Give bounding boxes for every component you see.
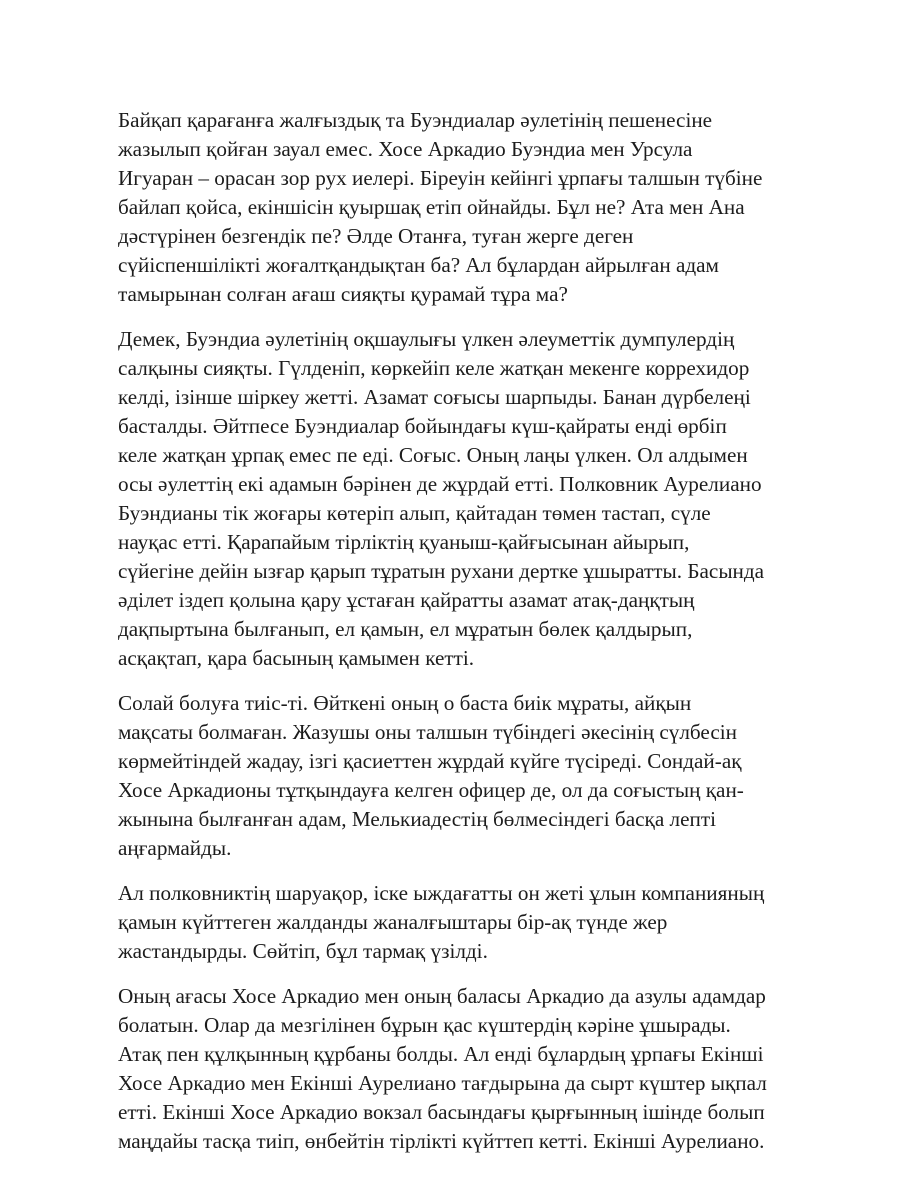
text-line: етті. Екінші Хосе Аркадио вокзал басындағы қырғынның ішінде болып (118, 1100, 765, 1124)
paragraph-2 (118, 325, 808, 673)
text-line: қамын күйттеген жалданды жаналғыштары бір-ақ түнде жер (118, 910, 668, 934)
text-line: Буэндианы тік жоғары көтеріп алып, қайтадан төмен тастап, сүле (118, 501, 711, 525)
text-line: келе жатқан ұрпақ емес пе еді. Соғыс. Оның лаңы үлкен. Ол алдымен (118, 443, 748, 467)
text-line: Солай болуға тиіс-ті. Өйткені оның о баста биік мұраты, айқын (118, 691, 692, 715)
text-line: Ал полковниктің шаруақор, іске ыждағатты он жеті ұлын компанияның (118, 881, 765, 905)
text-line: дақпыртына былғанып, ел қамын, ел мұратын бөлек қалдырып, (118, 617, 693, 641)
text-line: сүйегіне дейін ызғар қарып тұратын рухани дертке ұшыратты. Басында (118, 559, 765, 583)
paragraph-4 (118, 879, 808, 966)
text-line: Хосе Аркадио мен Екінші Аурелиано тағдырына да сырт күштер ықпал (118, 1071, 767, 1095)
text-line: Оның ағасы Хосе Аркадио мен оның баласы Аркадио да азулы адамдар (118, 984, 766, 1008)
text-line: байлап қойса, екіншісін қуыршақ етіп ойнайды. Бұл не? Ата мен Ана (118, 195, 745, 219)
text-line: Хосе Аркадионы тұтқындауға келген офицер де, ол да соғыстың қан- (118, 778, 744, 802)
text-line: мақсаты болмаған. Жазушы оны талшын түбіндегі әкесінің сүлбесін (118, 720, 737, 744)
text-line: көрмейтіндей жадау, ізгі қасиеттен жұрдай күйге түсіреді. Сондай-ақ (118, 749, 742, 773)
text-line: салқыны сияқты. Гүлденіп, көркейіп келе жатқан мекенге коррехидор (118, 356, 750, 380)
text-line: аңғармайды. (118, 836, 232, 860)
text-line: осы әулеттің екі адамын бәрінен де жұрдай етті. Полковник Аурелиано (118, 472, 762, 496)
text-line: дәстүрінен безгендік пе? Әлде Отанға, туған жерге деген (118, 224, 634, 248)
text-line: әділет іздеп қолына қару ұстаған қайратты азамат атақ-даңқтың (118, 588, 695, 612)
text-line: маңдайы тасқа тиіп, өнбейтін тірлікті күйттеп кетті. Екінші Аурелиано. (118, 1129, 765, 1153)
paragraph-3 (118, 689, 808, 863)
paragraph-1 (118, 106, 808, 309)
document-page (118, 106, 808, 1172)
text-line: асқақтап, қара басының қамымен кетті. (118, 646, 475, 670)
paragraph-5 (118, 982, 808, 1156)
text-line: жастандырды. Сөйтіп, бұл тармақ үзілді. (118, 939, 488, 963)
text-line: Атақ пен құлқынның құрбаны болды. Ал енді бұлардың ұрпағы Екінші (118, 1042, 764, 1066)
text-line: Байқап қарағанға жалғыздық та Буэндиалар әулетінің пешенесіне (118, 108, 713, 132)
text-line: Игуаран – орасан зор рух иелері. Біреуін кейінгі ұрпағы талшын түбіне (118, 166, 763, 190)
text-line: жынына былғанған адам, Мелькиадестің бөлмесіндегі басқа лепті (118, 807, 716, 831)
text-line: науқас етті. Қарапайым тірліктің қуаныш-қайғысынан айырып, (118, 530, 690, 554)
text-line: сүйіспеншілікті жоғалтқандықтан ба? Ал бұлардан айрылған адам (118, 253, 719, 277)
text-line: жазылып қойған зауал емес. Хосе Аркадио Буэндиа мен Урсула (118, 137, 693, 161)
text-line: болатын. Олар да мезгілінен бұрын қас күштердің кәріне ұшырады. (118, 1013, 731, 1037)
text-line: Демек, Буэндиа әулетінің оқшаулығы үлкен әлеуметтік думпулердің (118, 327, 735, 351)
text-line: басталды. Әйтпесе Буэндиалар бойындағы күш-қайраты енді өрбіп (118, 414, 727, 438)
text-line: келді, ізінше шіркеу жетті. Азамат соғысы шарпыды. Банан дүрбелеңі (118, 385, 751, 409)
text-line: тамырынан солған ағаш сияқты қурамай тұра ма? (118, 282, 568, 306)
